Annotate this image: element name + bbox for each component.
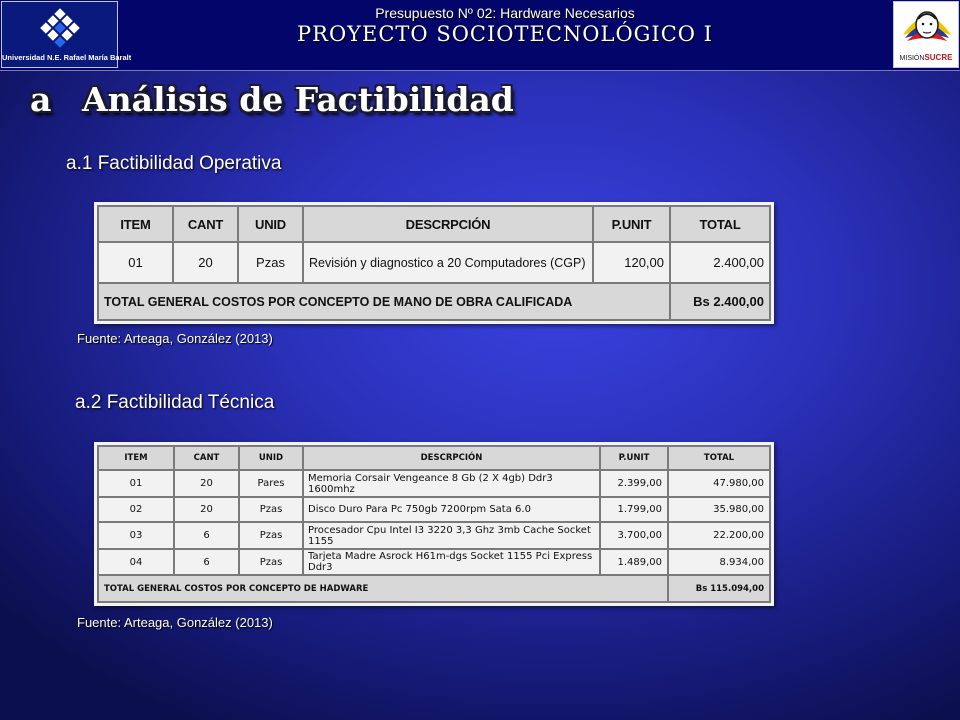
cell-unid: Pzas	[239, 549, 303, 575]
university-emblem-icon	[37, 6, 83, 50]
cell-punit: 1.799,00	[600, 497, 668, 522]
section1-source: Fuente: Arteaga, González (2013)	[77, 331, 273, 346]
header-bar	[0, 0, 960, 71]
cell-description: Procesador Cpu Intel I3 3220 3,3 Ghz 3mb Cache Socket 1155	[303, 522, 600, 549]
table-header-punit: P.UNIT	[593, 206, 670, 242]
cell-total: 47.980,00	[668, 470, 770, 497]
table-header-cant: CANT	[173, 206, 238, 242]
technical-budget-table	[94, 442, 774, 606]
total-label: TOTAL GENERAL COSTOS POR CONCEPTO DE MANO DE OBRA CALIFICADA	[98, 283, 670, 320]
cell-cant: 20	[173, 242, 238, 283]
table-header-description: DESCRPCIÓN	[303, 206, 593, 242]
sucre-portrait-icon	[900, 5, 954, 49]
header-title: PROYECTO SOCIOTECNOLÓGICO I	[297, 22, 713, 46]
cell-description: Memoria Corsair Vengeance 8 Gb (2 X 4gb) Ddr3 1600mhz	[303, 470, 600, 497]
total-value: Bs 2.400,00	[670, 283, 770, 320]
cell-description: Tarjeta Madre Asrock H61m-dgs Socket 1155 Pci Express Ddr3	[303, 549, 600, 575]
cell-punit: 3.700,00	[600, 522, 668, 549]
table-row	[98, 522, 770, 549]
section2-source: Fuente: Arteaga, González (2013)	[77, 615, 273, 630]
table-header-unid: UNID	[238, 206, 303, 242]
table-row	[98, 242, 770, 283]
header-subtitle: Presupuesto Nº 02: Hardware Necesarios	[375, 5, 635, 21]
cell-cant: 6	[174, 549, 239, 575]
cell-cant: 6	[174, 522, 239, 549]
cell-item: 03	[98, 522, 174, 549]
cell-cant: 20	[174, 497, 239, 522]
cell-total: 8.934,00	[668, 549, 770, 575]
table-header-punit: P.UNIT	[600, 446, 668, 470]
cell-total: 2.400,00	[670, 242, 770, 283]
cell-unid: Pzas	[238, 242, 303, 283]
cell-item: 04	[98, 549, 174, 575]
table-header-item: ITEM	[98, 206, 173, 242]
university-logo	[1, 1, 132, 68]
operational-budget-table	[94, 202, 774, 324]
cell-unid: Pares	[239, 470, 303, 497]
section1-heading: a.1 Factibilidad Operativa	[66, 153, 282, 174]
table-row	[98, 497, 770, 522]
table-row	[98, 470, 770, 497]
cell-punit: 1.489,00	[600, 549, 668, 575]
cell-total: 22.200,00	[668, 522, 770, 549]
table-header-total: TOTAL	[670, 206, 770, 242]
table-total-row	[98, 575, 770, 602]
slide-title-text: Análisis de Factibilidad	[82, 80, 514, 119]
table-header-unid: UNID	[239, 446, 303, 470]
table-header-description: DESCRPCIÓN	[303, 446, 600, 470]
cell-description: Disco Duro Para Pc 750gb 7200rpm Sata 6.0	[303, 497, 600, 522]
total-label: TOTAL GENERAL COSTOS POR CONCEPTO DE HADWARE	[98, 575, 668, 602]
cell-punit: 120,00	[593, 242, 670, 283]
cell-item: 01	[98, 242, 173, 283]
table-header-item: ITEM	[98, 446, 174, 470]
cell-unid: Pzas	[239, 522, 303, 549]
cell-item: 01	[98, 470, 174, 497]
slide-title-letter: a	[30, 80, 52, 119]
section2-heading: a.2 Factibilidad Técnica	[75, 392, 275, 413]
table-header-cant: CANT	[174, 446, 239, 470]
mision-sucre-text: MISIÓNSUCRE	[899, 53, 953, 62]
total-value: Bs 115.094,00	[668, 575, 770, 602]
cell-description: Revisión y diagnostico a 20 Computadores (CGP)	[303, 242, 593, 283]
mision-sucre-logo	[893, 1, 959, 68]
slide-title	[30, 80, 514, 119]
cell-cant: 20	[174, 470, 239, 497]
cell-unid: Pzas	[239, 497, 303, 522]
table-total-row	[98, 283, 770, 320]
cell-total: 35.980,00	[668, 497, 770, 522]
table-header-total: TOTAL	[668, 446, 770, 470]
university-name: Universidad N.E. Rafael María Baralt	[2, 53, 132, 62]
cell-punit: 2.399,00	[600, 470, 668, 497]
table-row	[98, 549, 770, 575]
cell-item: 02	[98, 497, 174, 522]
